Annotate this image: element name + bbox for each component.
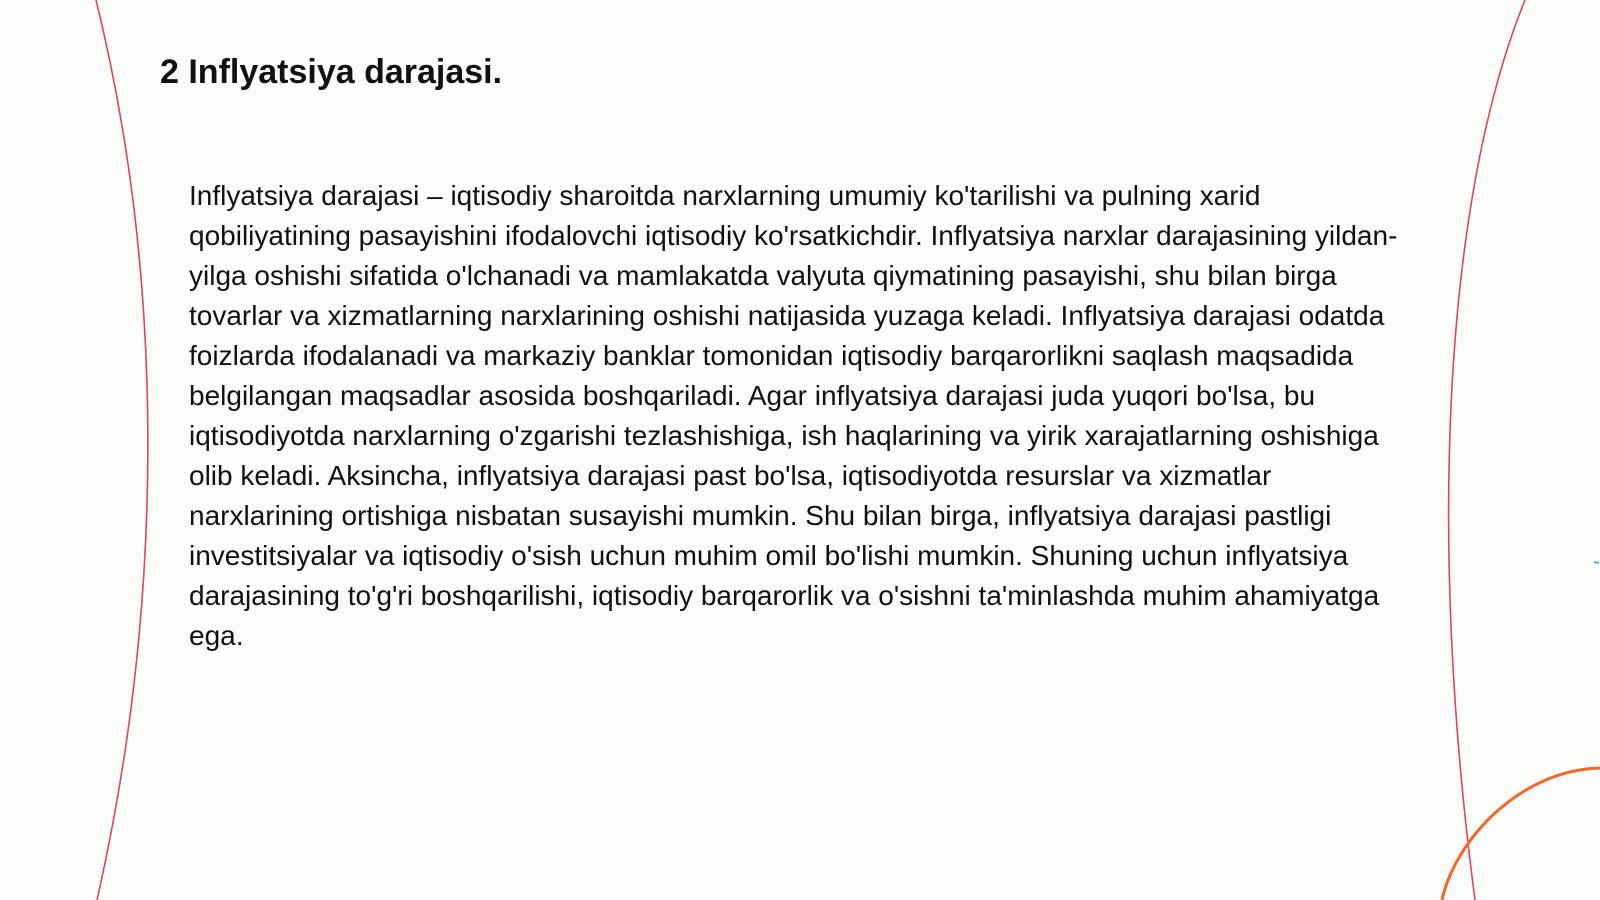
left-curve-line <box>96 0 148 900</box>
right-curve-line <box>1449 0 1525 900</box>
body-paragraph: Inflyatsiya darajasi – iqtisodiy sharoitda narxlarning umumiy ko'tarilishi va pulning xarid qobiliyatining pasayishini ifodalovchi iqtisodiy ko'rsatkichdir. Inflyatsiya narxlar darajasining yildan-yilga oshishi sifatida o'lchanadi va mamlakatda valyuta qiymatining pasayishi, shu bilan birga tovarlar va xizmatlarning narxlarining oshishi natijasida yuzaga keladi. Inflyatsiya darajasi odatda foizlarda ifodalanadi va markaziy banklar tomonidan iqtisodiy barqarorlikni saqlash maqsadida belgilangan maqsadlar asosida boshqariladi. Agar inflyatsiya darajasi juda yuqori bo'lsa, bu iqtisodiyotda narxlarning o'zgarishi tezlashishiga, ish haqlarining va yirik xarajatlarning oshishiga olib keladi. Aksincha, inflyatsiya darajasi past bo'lsa, iqtisodiyotda resurslar va xizmatlar narxlarining ortishiga nisbatan susayishi mumkin. Shu bilan birga, inflyatsiya darajasi pastligi investitsiyalar va iqtisodiy o'sish uchun muhim omil bo'lishi mumkin. Shuning uchun inflyatsiya darajasining to'g'ri boshqarilishi, iqtisodiy barqarorlik va o'sishni ta'minlashda muhim ahamiyatga ega. <box>189 180 1398 651</box>
teal-mark <box>1594 562 1599 563</box>
slide-title: 2 Inflyatsiya darajasi. <box>160 53 503 91</box>
orange-accent-arc <box>1442 768 1600 900</box>
